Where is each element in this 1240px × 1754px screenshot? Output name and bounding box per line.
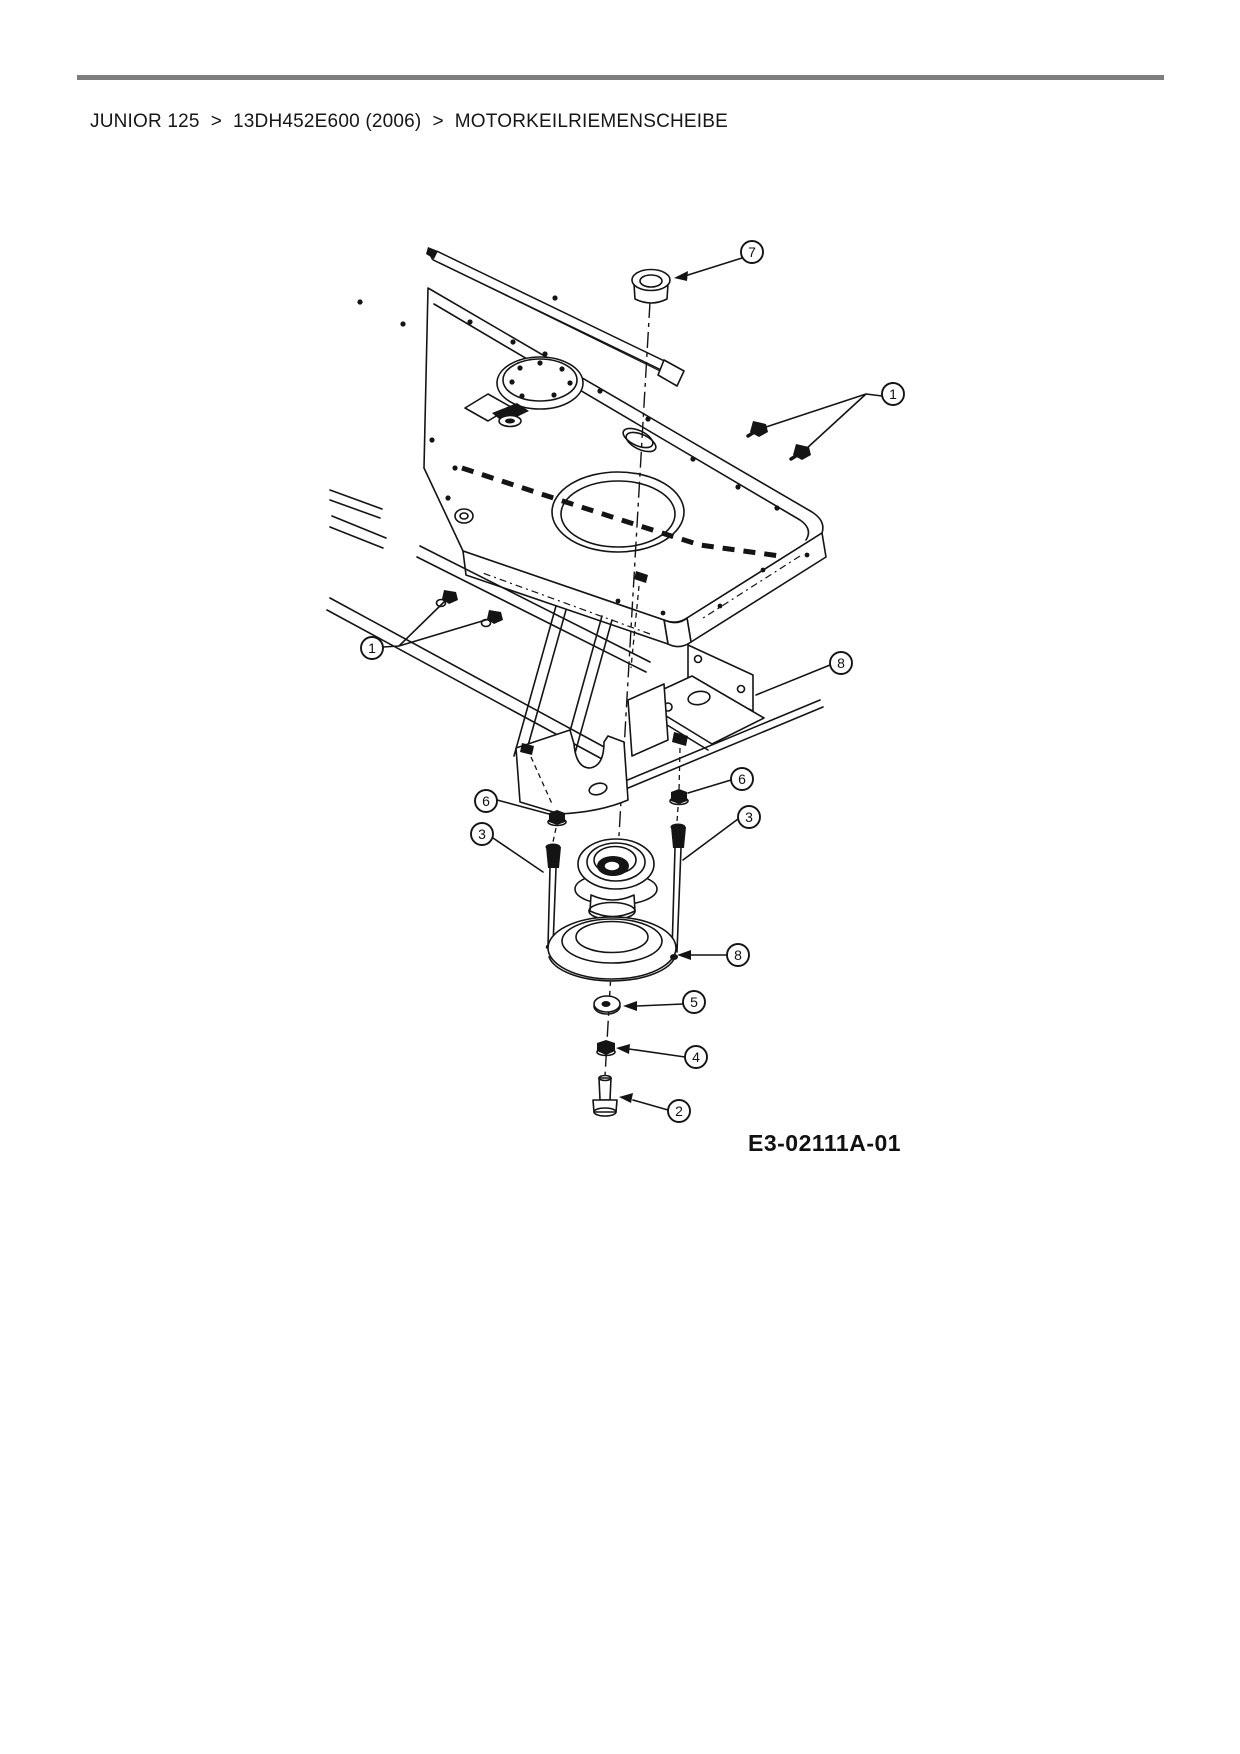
svg-text:1: 1 xyxy=(368,640,376,656)
breadcrumb-item-model[interactable]: JUNIOR 125 xyxy=(90,111,200,132)
breadcrumb-item-assembly[interactable]: MOTORKEILRIEMENSCHEIBE xyxy=(454,111,729,132)
svg-text:3: 3 xyxy=(478,826,486,842)
callout-6-left[interactable] xyxy=(475,790,497,812)
svg-text:8: 8 xyxy=(837,655,845,671)
callout-3-left[interactable] xyxy=(471,823,493,845)
engine-pulley-assembly xyxy=(548,839,678,981)
screw-left-b xyxy=(482,610,504,627)
callout-5[interactable] xyxy=(683,991,705,1013)
mower-deck xyxy=(357,288,826,668)
flange-nut-right xyxy=(670,789,688,822)
svg-text:8: 8 xyxy=(734,947,742,963)
callout-8-bracket[interactable] xyxy=(830,652,852,674)
callout-7[interactable] xyxy=(741,241,763,263)
svg-text:5: 5 xyxy=(690,994,698,1010)
svg-text:1: 1 xyxy=(889,386,897,402)
screw-right-a xyxy=(748,421,768,437)
breadcrumb-item-variant[interactable]: 13DH452E600 (2006) xyxy=(233,111,422,132)
svg-text:3: 3 xyxy=(745,809,753,825)
svg-text:2: 2 xyxy=(675,1103,683,1119)
callout-1-left[interactable] xyxy=(361,637,383,659)
diagram-code-label: E3-02111A-01 xyxy=(748,1130,902,1156)
bolt-part xyxy=(593,1076,617,1117)
long-bolt-right xyxy=(671,824,687,953)
svg-text:7: 7 xyxy=(748,244,756,260)
screw-left-a xyxy=(437,590,459,607)
callout-4[interactable] xyxy=(685,1046,707,1068)
cap-part xyxy=(632,270,670,304)
flange-nut-left xyxy=(548,810,566,842)
breadcrumb-separator: > xyxy=(432,111,444,132)
lock-nut-part xyxy=(597,1040,615,1056)
svg-text:4: 4 xyxy=(692,1049,700,1065)
washer-part xyxy=(594,996,620,1014)
callout-2[interactable] xyxy=(668,1100,690,1122)
idler-bracket xyxy=(516,645,764,814)
callout-3-right[interactable] xyxy=(738,806,760,828)
breadcrumb-separator: > xyxy=(210,111,222,132)
callout-1-right[interactable] xyxy=(882,383,904,405)
callout-8-pulley[interactable] xyxy=(727,944,749,966)
svg-text:6: 6 xyxy=(482,793,490,809)
svg-text:6: 6 xyxy=(738,771,746,787)
callout-6-right[interactable] xyxy=(731,768,753,790)
